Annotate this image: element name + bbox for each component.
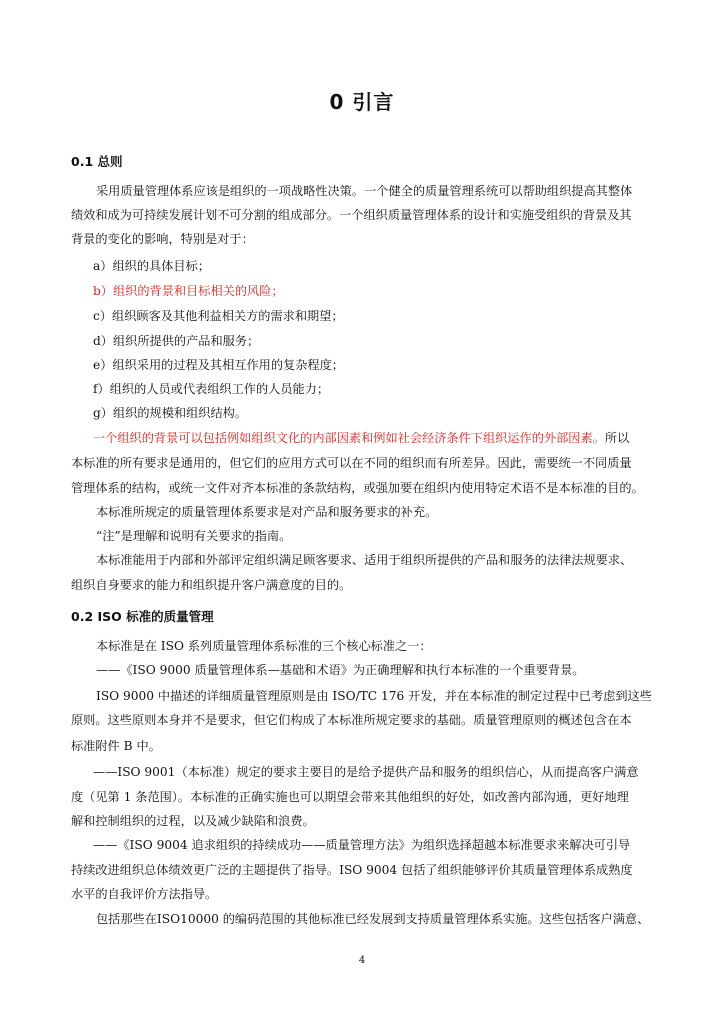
highlighted-text: 一个组织的背景可以包括例如组织文化的内部因素和例如社会经济条件下组织运作的外部因素。 (93, 431, 605, 445)
section-heading-0-2: 0.2 ISO 标准的质量管理 (71, 609, 214, 624)
page-title: 0 引言 (329, 90, 395, 114)
text-line: 标准附件 B 中。 (71, 739, 161, 753)
text-line: 采用质量管理体系应该是组织的一项战略性决策。一个健全的质量管理系统可以帮助组织提高其整体 (96, 184, 633, 198)
text-line (93, 430, 629, 446)
text-line: 度（见第 1 条范围）。本标准的正确实施也可以期望会带来其他组织的好处，如改善内部沟通，更好地理 (71, 790, 629, 804)
section-heading-0-1: 0.1 总则 (71, 154, 123, 169)
text-line: 持续改进组织总体绩效更广泛的主题提供了指导。ISO 9004 包括了组织能够评价其质量管理体系成熟度 (71, 863, 633, 877)
text-line: 本标准的所有要求是通用的，但它们的应用方式可以在不同的组织而有所差异。因此，需要统一不同质量 (71, 456, 632, 470)
text-line: 包括那些在ISO10000 的编码范围的其他标准已经发展到支持质量管理体系实施。这些包括客户满意、 (96, 912, 650, 926)
list-item: g）组织的规模和组织结构。 (93, 406, 248, 420)
text-line: ——《ISO 9004 追求组织的持续成功——质量管理方法》为组织选择超越本标准要求来解决可引导 (93, 838, 631, 852)
list-item: e）组织采用的过程及其相互作用的复杂程度； (93, 358, 344, 372)
list-item-highlighted: b）组织的背景和目标相关的风险； (93, 284, 284, 298)
list-item: f）组织的人员或代表组织工作的人员能力； (93, 382, 330, 396)
text-line: 绩效和成为可持续发展计划不可分割的组成部分。一个组织质量管理体系的设计和实施受组织的背景及其 (71, 208, 632, 222)
text-span: 所以 (604, 431, 630, 445)
text-line: 水平的自我评价方法指导。 (71, 887, 218, 901)
list-item: c）组织顾客及其他利益相关方的需求和期望； (93, 309, 344, 323)
text-line: 本标准所规定的质量管理体系要求是对产品和服务要求的补充。 (96, 505, 438, 519)
text-line: 管理体系的结构，或统一文件对齐本标准的条款结构，或强加要在组织内使用特定术语不是本标准的目的。 (71, 481, 644, 495)
list-item: a）组织的具体目标； (93, 259, 210, 273)
text-line: ISO 9000 中描述的详细质量管理原则是由 ISO/TC 176 开发，并在本标准的制定过程中已考虑到这些 (96, 689, 652, 703)
text-line: 本标准是在 ISO 系列质量管理体系标准的三个核心标准之一： (96, 639, 432, 653)
text-line: 背景的变化的影响，特别是对于： (71, 232, 254, 246)
text-line: ——ISO 9001（本标准）规定的要求主要目的是给予提供产品和服务的组织信心，从而提高客户满意 (93, 765, 639, 779)
text-line: 本标准能用于内部和外部评定组织满足顾客要求、适用于组织所提供的产品和服务的法律法规要求、 (96, 553, 633, 567)
text-line: 解和控制组织的过程，以及减少缺陷和浪费。 (71, 814, 315, 828)
text-line: 原则。这些原则本身并不是要求，但它们构成了本标准所规定要求的基础。质量管理原则的概述包含在本 (71, 713, 632, 727)
text-line: ——《ISO 9000 质量管理体系—基础和术语》为正确理解和执行本标准的一个重要背景。 (96, 663, 585, 677)
page-number: 4 (358, 955, 366, 966)
list-item: d）组织所提供的产品和服务； (93, 334, 260, 348)
text-line: 组织自身要求的能力和组织提升客户满意度的目的。 (71, 578, 352, 592)
text-line: “注”是理解和说明有关要求的指南。 (96, 529, 292, 543)
